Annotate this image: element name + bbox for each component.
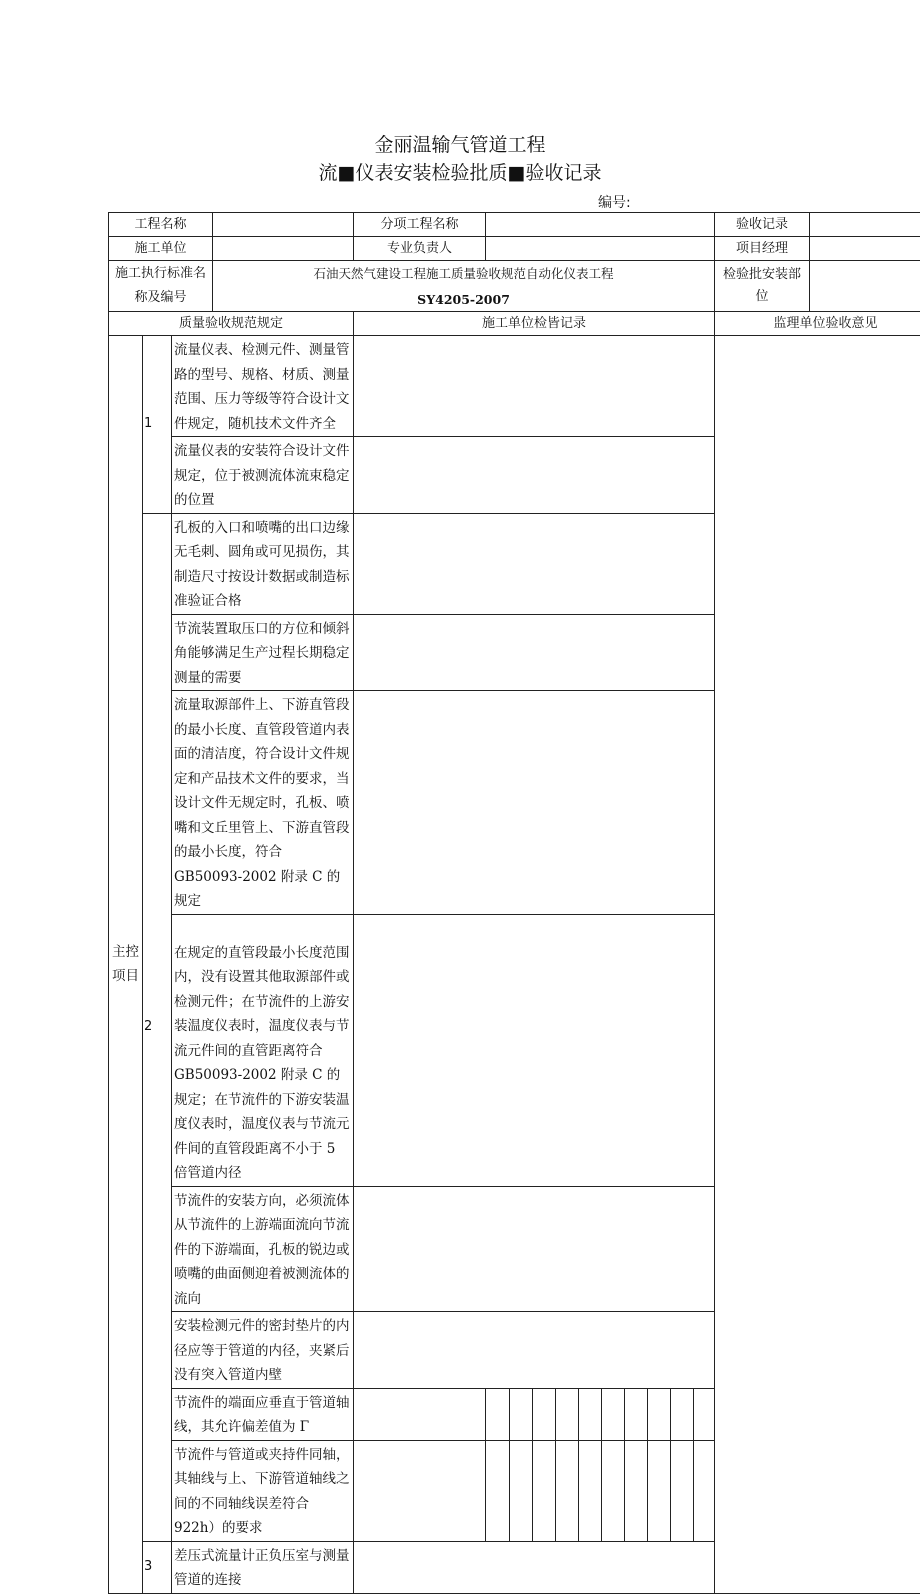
item-text: 流量仪表、检测元件、测量管路的型号、规格、材质、测量范围、压力等级等符合设计文件规定，随机技术文件齐全 bbox=[172, 336, 354, 437]
batch-location-label bbox=[715, 261, 810, 312]
item-number: 2 bbox=[143, 513, 172, 1541]
measurement-cell[interactable] bbox=[648, 1388, 671, 1440]
item-text: 节流件的安装方向，必须流体从节流件的上游端面流向节流件的下游端面，孔板的锐边或喷嘴的曲面侧迎着被测流体的流向 bbox=[172, 1186, 354, 1312]
inspection-cell[interactable] bbox=[354, 336, 715, 437]
supervisor-column-header: 监理单位验收意见 bbox=[715, 312, 920, 336]
measurement-cell[interactable] bbox=[486, 1440, 510, 1541]
measurement-cell[interactable] bbox=[533, 1388, 556, 1440]
batch-location-line2: 位 bbox=[755, 289, 769, 304]
inspection-cell[interactable] bbox=[354, 1312, 715, 1389]
item-text: 差压式流量计正负压室与测量管道的连接 bbox=[172, 1541, 354, 1593]
measurement-cell[interactable] bbox=[671, 1440, 694, 1541]
professional-lead-label: 专业负责人 bbox=[354, 237, 486, 261]
professional-lead-value[interactable] bbox=[486, 237, 715, 261]
item-text: 节流件与管道或夹持件同轴，其轴线与上、下游管道轴线之间的不同轴线误差符合 922h）的要求 bbox=[172, 1440, 354, 1541]
measurement-cell[interactable] bbox=[486, 1388, 510, 1440]
measurement-cell[interactable] bbox=[602, 1388, 625, 1440]
item-text: 在规定的直管段最小长度范围内，没有设置其他取源部件或检测元件；在节流件的上游安装温度仪表时，温度仪表与节流元件间的直管距离符合 GB50093-2002 附录 C 的规定；在节流件的下游安装温度仪表时，温度仪表与节流元件间的直管段距离不小于 5 倍管道内径 bbox=[172, 914, 354, 1186]
measurement-cell[interactable] bbox=[533, 1440, 556, 1541]
batch-location-line1: 检验批安装部 bbox=[723, 267, 802, 282]
standard-label bbox=[109, 261, 213, 312]
measurement-cell[interactable] bbox=[694, 1388, 715, 1440]
measurement-cell[interactable] bbox=[556, 1440, 579, 1541]
item-text: 安装检测元件的密封垫片的内径应等于管道的内径，夹紧后没有突入管道内壁 bbox=[172, 1312, 354, 1389]
project-name-value[interactable] bbox=[213, 213, 354, 237]
document-number-label: 编号: bbox=[598, 195, 631, 211]
inspection-cell[interactable] bbox=[354, 437, 715, 514]
document-title: 金丽温输气管道工程 bbox=[374, 134, 546, 156]
measurement-cell[interactable] bbox=[625, 1440, 648, 1541]
standard-code: SY4205-2007 bbox=[417, 292, 510, 307]
measurement-cell[interactable] bbox=[625, 1388, 648, 1440]
inspection-cell[interactable] bbox=[354, 691, 715, 915]
standard-label-line2: 称及编号 bbox=[134, 290, 187, 305]
project-manager-value[interactable] bbox=[810, 237, 920, 261]
item-number: 3 bbox=[143, 1541, 172, 1593]
inspection-cell[interactable] bbox=[354, 1541, 715, 1593]
inspection-column-header: 施工单位检皆记录 bbox=[354, 312, 715, 336]
standard-value-line1: 石油天然气建设工程施工质量验收规范自动化仪表工程 bbox=[313, 266, 614, 281]
inspection-cell[interactable] bbox=[354, 1186, 715, 1312]
acceptance-record-value[interactable] bbox=[810, 213, 920, 237]
item-text: 流量仪表的安装符合设计文件规定，位于被测流体流束稳定的位置 bbox=[172, 437, 354, 514]
project-manager-label: 项目经理 bbox=[715, 237, 810, 261]
construction-unit-value[interactable] bbox=[213, 237, 354, 261]
item-number: 1 bbox=[143, 336, 172, 514]
acceptance-record-label: 验收记录 bbox=[715, 213, 810, 237]
document-subtitle: 流■仪表安装检验批质■验收记录 bbox=[318, 162, 602, 184]
inspection-cell[interactable] bbox=[354, 614, 715, 691]
measurement-cell[interactable] bbox=[579, 1388, 602, 1440]
measurement-cell[interactable] bbox=[602, 1440, 625, 1541]
standard-label-line1: 施工执行标准名 bbox=[114, 266, 206, 281]
measurement-cell[interactable] bbox=[510, 1388, 533, 1440]
measurement-cell[interactable] bbox=[354, 1388, 486, 1440]
item-text: 节流件的端面应垂直于管道轴线，其允许偏差值为 Γ bbox=[172, 1388, 354, 1440]
item-text: 节流装置取压口的方位和倾斜角能够满足生产过程长期稳定测量的需要 bbox=[172, 614, 354, 691]
supervisor-opinion-cell[interactable] bbox=[715, 336, 920, 1594]
item-text: 孔板的入口和喷嘴的出口边缘无毛刺、圆角或可见损伤，其制造尺寸按设计数据或制造标准验证合格 bbox=[172, 513, 354, 614]
standard-value bbox=[213, 261, 715, 312]
inspection-cell[interactable] bbox=[354, 914, 715, 1186]
measurement-cell[interactable] bbox=[694, 1440, 715, 1541]
batch-location-value[interactable] bbox=[810, 261, 920, 312]
section-label-line2: 项目 bbox=[112, 968, 139, 985]
project-name-label: 工程名称 bbox=[109, 213, 213, 237]
measurement-cell[interactable] bbox=[556, 1388, 579, 1440]
construction-unit-label: 施工单位 bbox=[109, 237, 213, 261]
item-text: 流量取源部件上、下游直管段的最小长度、直管段管道内表面的清洁度，符合设计文件规定和产品技术文件的要求，当设计文件无规定时，孔板、喷嘴和文丘里管上、下游直管段的最小长度，符合 GB50093-2002 附录 C 的规定 bbox=[172, 691, 354, 915]
inspection-cell[interactable] bbox=[354, 513, 715, 614]
sub-project-label: 分项工程名称 bbox=[354, 213, 486, 237]
measurement-cell[interactable] bbox=[671, 1388, 694, 1440]
measurement-cell[interactable] bbox=[354, 1440, 486, 1541]
spec-column-header: 质量验收规范规定 bbox=[109, 312, 354, 336]
sub-project-value[interactable] bbox=[486, 213, 715, 237]
acceptance-record-table bbox=[108, 212, 920, 1594]
section-label-line1: 主控 bbox=[112, 944, 139, 961]
measurement-cell[interactable] bbox=[510, 1440, 533, 1541]
measurement-cell[interactable] bbox=[648, 1440, 671, 1541]
measurement-cell[interactable] bbox=[579, 1440, 602, 1541]
section-label bbox=[109, 336, 143, 1594]
